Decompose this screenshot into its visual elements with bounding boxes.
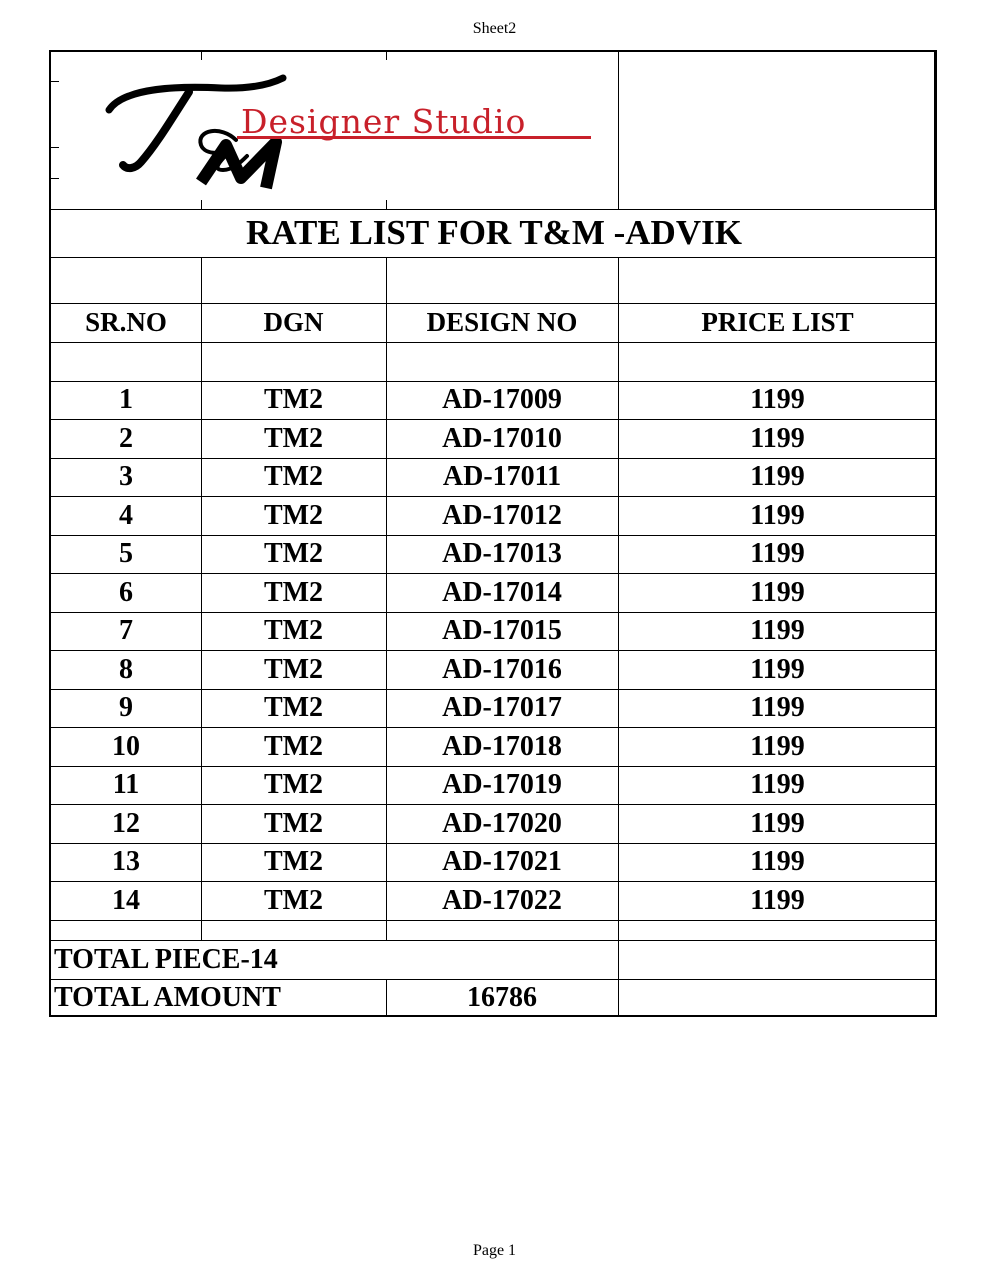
cell-dgn: TM2 [263,769,324,801]
cell-price: 1199 [750,884,805,916]
header-dgn: DGN [263,307,324,337]
cell-design-no: AD-17018 [442,730,562,762]
grid-line [51,920,937,921]
cell-price: 1199 [750,538,805,570]
cell-sr-no: 9 [119,692,133,724]
cell-dgn: TM2 [263,653,324,685]
cell-design-no: AD-17021 [442,846,562,878]
cell-price: 1199 [750,769,805,801]
cell-sr-no: 2 [119,422,133,454]
grid-line [51,257,937,258]
cell-dgn: TM2 [263,692,324,724]
cell-sr-no: 10 [112,730,140,762]
cell-design-no: AD-17022 [442,884,562,916]
cell-sr-no: 6 [119,576,133,608]
cell-dgn: TM2 [263,730,324,762]
cell-price: 1199 [750,576,805,608]
cell-dgn: TM2 [263,846,324,878]
cell-price: 1199 [750,692,805,724]
cell-design-no: AD-17014 [442,576,562,608]
cell-design-no: AD-17017 [442,692,562,724]
rate-list-sheet [49,50,937,1017]
total-amount-value: 16786 [467,982,537,1013]
cell-dgn: TM2 [263,576,324,608]
cell-design-no: AD-17009 [442,384,562,416]
cell-design-no: AD-17019 [442,769,562,801]
cell-sr-no: 11 [112,769,140,801]
cell-sr-no: 3 [119,461,133,493]
cell-design-no: AD-17010 [442,422,562,454]
grid-line [201,200,202,209]
cell-dgn: TM2 [263,461,324,493]
total-piece-label: TOTAL PIECE-14 [54,943,278,975]
header-design-no: DESIGN NO [426,307,578,337]
grid-line [51,342,937,343]
grid-line [386,200,387,209]
margin-tick [51,81,59,82]
cell-sr-no: 12 [112,807,140,839]
page-number: Page 1 [472,1242,517,1259]
grid-line [201,52,202,60]
brand-underline [237,136,591,139]
cell-design-no: AD-17012 [442,499,562,531]
cell-dgn: TM2 [263,615,324,647]
cell-price: 1199 [750,807,805,839]
cell-sr-no: 4 [119,499,133,531]
cell-design-no: AD-17016 [442,653,562,685]
sheet-name: Sheet2 [472,20,517,37]
cell-sr-no: 7 [119,615,133,647]
cell-dgn: TM2 [263,807,324,839]
grid-line [934,52,935,209]
cell-sr-no: 14 [112,884,140,916]
header-price-list: PRICE LIST [701,307,854,337]
page-title: RATE LIST FOR T&M -ADVIK [246,213,742,252]
cell-price: 1199 [750,615,805,647]
cell-dgn: TM2 [263,884,324,916]
cell-price: 1199 [750,653,805,685]
cell-price: 1199 [750,730,805,762]
cell-price: 1199 [750,499,805,531]
header-sr-no: SR.NO [85,307,167,337]
cell-sr-no: 13 [112,846,140,878]
cell-design-no: AD-17020 [442,807,562,839]
cell-sr-no: 5 [119,538,133,570]
total-amount-label: TOTAL AMOUNT [54,982,281,1013]
margin-tick [51,178,59,179]
grid-line [386,52,387,60]
cell-sr-no: 1 [119,384,133,416]
cell-price: 1199 [750,846,805,878]
cell-design-no: AD-17011 [442,461,562,493]
cell-price: 1199 [750,384,805,416]
cell-design-no: AD-17015 [442,615,562,647]
cell-price: 1199 [750,461,805,493]
grid-line [618,52,619,209]
cell-dgn: TM2 [263,422,324,454]
cell-price: 1199 [750,422,805,454]
margin-tick [51,147,59,148]
brand-text: Designer Studio [241,102,527,141]
cell-dgn: TM2 [263,499,324,531]
cell-design-no: AD-17013 [442,538,562,570]
cell-dgn: TM2 [263,384,324,416]
cell-dgn: TM2 [263,538,324,570]
cell-sr-no: 8 [119,653,133,685]
